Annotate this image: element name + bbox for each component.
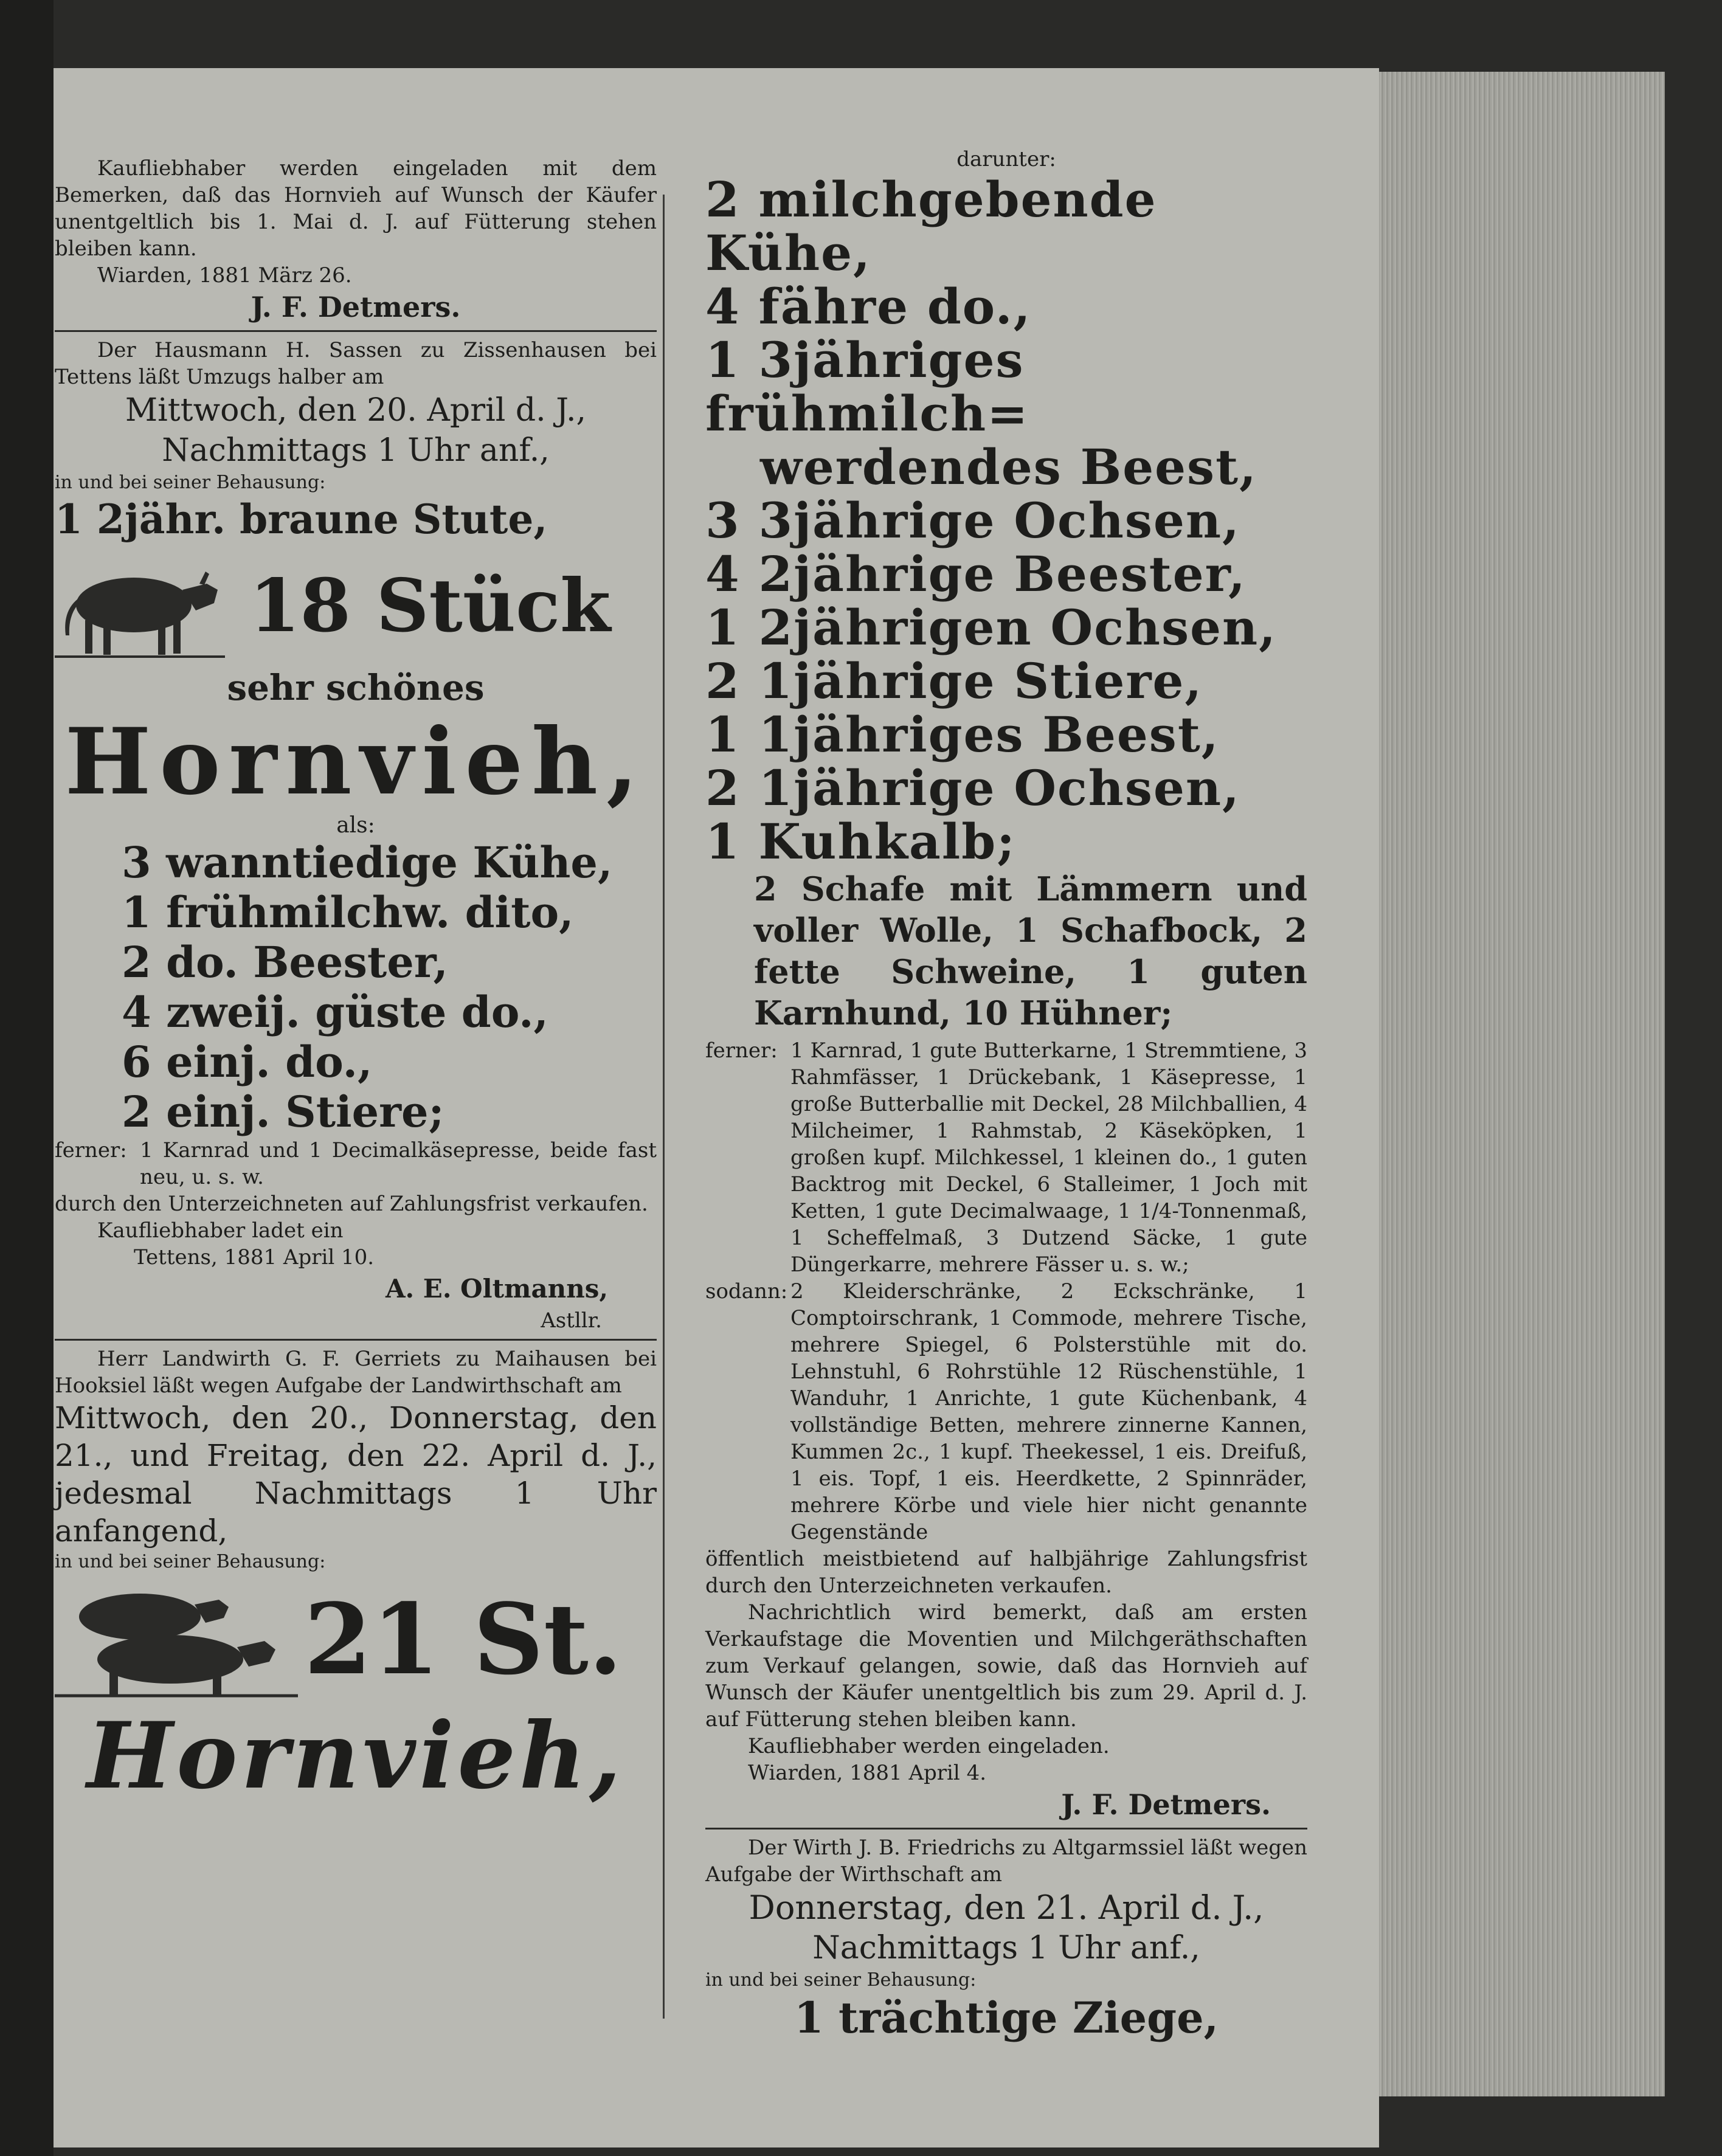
list-item: 1 frühmilchw. dito,: [122, 887, 574, 938]
notice3-count-row: [55, 1574, 657, 1704]
notice2-place: in und bei seiner Behausung:: [705, 1969, 977, 1991]
notice2-ferner: [55, 1137, 657, 1190]
list-item: 4 2jährige Beester,: [705, 545, 1247, 603]
notice2-items: [55, 838, 657, 1137]
ferner-text: 1 Karnrad, 1 gute Butterkarne, 1 Stremmtiene, 3 Rahmfässer, 1 Drückebank, 1 Käsepresse, 1 große Butterballie mit Deckel, 28 Milchballien, 4 Milcheimer, 1 Rahmstab, 2 Käseköpken, 1 großen kupf. Milchkessel, 1 kleinen do., 1 guten Backtrog mit Deckel, 6 Stalleimer, 1 Joch mit Ketten, 1 gute Decimalwaage, 1 1/4-Tonnenmaß, 1 Scheffelmaß, 3 Dutzend Säcke, 1 gute Düngerkarre, mehrere Fässer u. s. w.;: [790, 1038, 1307, 1277]
ferner-block: [705, 1037, 1307, 1278]
extra-livestock: 2 Schafe mit Lämmern und voller Wolle, 1 Schafbock, 2 fette Schweine, 1 guten Karnhund, 10 Hühner;: [754, 869, 1307, 1032]
notice2-als: als:: [336, 813, 375, 838]
list-item: werdendes Beest,: [760, 438, 1257, 496]
notice2-item: 1 trächtige Ziege,: [794, 1992, 1219, 2043]
notice2-signature-title: Astllr.: [541, 1308, 602, 1333]
invite-text: Kaufliebhaber werden eingeladen.: [748, 1734, 1110, 1758]
list-item: 2 milchgebende Kühe,: [705, 171, 1157, 282]
notice3-intro: Herr Landwirth G. F. Gerriets zu Maihausen bei Hooksiel läßt wegen Aufgabe der Landwirthschaft am: [55, 1347, 657, 1398]
column-divider: [663, 195, 665, 2019]
notice2-count-row: [55, 547, 657, 665]
page-edges: [1379, 72, 1665, 2096]
list-item: 1 2jährigen Ochsen,: [705, 599, 1278, 656]
ferner-label: ferner:: [705, 1038, 778, 1063]
ferner-label: ferner:: [55, 1138, 127, 1163]
list-item: 1 Kuhkalb;: [705, 813, 1016, 870]
notice2-place: in und bei seiner Behausung:: [55, 472, 326, 493]
place-date: Wiarden, 1881 April 4.: [748, 1761, 987, 1785]
notice2-headline: Hornvieh,: [64, 708, 647, 815]
note-text: Nachrichtlich wird bemerkt, daß am ersten Verkaufstage die Moventien und Milchgeräthschaften zum Verkauf gelangen, sowie, daß das Hornvieh auf Wunsch der Käufer unentgeltlich bis zum 29. April d. J. auf Fütterung stehen bleiben kann.: [705, 1600, 1307, 1732]
sodann-text: 2 Kleiderschränke, 2 Eckschränke, 1 Comptoirschrank, 1 Commode, mehrere Tische, mehrere Spiegel, 6 Polsterstühle mit do. Lehnstuhl, 6 Rohrstühle 12 Rüschenstühle, 1 Wanduhr, 1 Anrichte, 1 gute Küchenbank, 4 vollständige Betten, mehrere zinnerne Kannen, Kummen 2c., 1 kupf. Theekessel, 1 eis. Dreifuß, 1 eis. Topf, 1 eis. Heerdkette, 2 Spinnräder, mehrere Körbe und viele hier nicht genannte Gegenstände: [790, 1279, 1307, 1544]
separator: [55, 330, 657, 332]
notice2-signature: A. E. Oltmanns,: [385, 1274, 608, 1304]
list-item: 2 1jährige Stiere,: [705, 652, 1203, 710]
notice2-date: Donnerstag, den 21. April d. J.,: [749, 1888, 1264, 1927]
right-column: [705, 146, 1307, 2044]
notice2-item-mare: 1 2jähr. braune Stute,: [55, 496, 548, 543]
sodann-block: [705, 1278, 1307, 1546]
notice2-intro: Der Wirth J. B. Friedrichs zu Altgarmssiel läßt wegen Aufgabe der Wirthschaft am: [705, 1836, 1307, 1887]
closing-text: öffentlich meistbietend auf halbjährige Zahlungsfrist durch den Unterzeichneten verkaufen.: [705, 1547, 1307, 1598]
notice3-dates: Mittwoch, den 20., Donnerstag, den 21., und Freitag, den 22. April d. J., jedesmal Nachmittags 1 Uhr anfangend,: [55, 1400, 657, 1549]
notice2-closing: durch den Unterzeichneten auf Zahlungsfrist verkaufen.: [55, 1192, 648, 1216]
list-item: 1 1jähriges Beest,: [705, 706, 1220, 763]
list-item: 6 einj. do.,: [122, 1037, 373, 1087]
notice2-place-date: Tettens, 1881 April 10.: [134, 1245, 375, 1270]
notice2-count: 18 Stück: [249, 563, 611, 649]
list-item: 4 fähre do.,: [705, 278, 1032, 335]
notice2-intro: Der Hausmann H. Sassen zu Zissenhausen bei Tettens läßt Umzugs halber am: [55, 338, 657, 389]
notice1-place-date: Wiarden, 1881 März 26.: [97, 263, 352, 288]
list-item: 2 einj. Stiere;: [122, 1087, 444, 1137]
notice2-invite: Kaufliebhaber ladet ein: [97, 1218, 344, 1243]
darunter-label: darunter:: [956, 147, 1056, 171]
cattle-icon: [55, 1574, 298, 1704]
list-item: 2 1jährige Ochsen,: [705, 759, 1240, 817]
list-item: 2 do. Beester,: [122, 937, 448, 987]
list-item: 3 3jährige Ochsen,: [705, 492, 1240, 549]
signature: J. F. Detmers.: [1061, 1788, 1271, 1821]
sodann-label: sodann:: [705, 1279, 788, 1304]
cattle-items: [705, 173, 1307, 868]
notice1-text: Kaufliebhaber werden eingeladen mit dem Bemerken, daß das Hornvieh auf Wunsch der Käufer unentgeltlich bis 1. Mai d. J. auf Fütterung stehen bleiben kann.: [55, 156, 657, 261]
notice2-time: Nachmittags 1 Uhr anf.,: [162, 432, 550, 469]
left-column: [55, 155, 657, 1808]
notice3-place: in und bei seiner Behausung:: [55, 1551, 326, 1572]
list-item: 4 zweij. güste do.,: [122, 987, 548, 1037]
notice2-date: Mittwoch, den 20. April d. J.,: [125, 392, 587, 429]
notice3-headline: Hornvieh,: [86, 1702, 625, 1809]
separator: [705, 1828, 1307, 1829]
notice1-signature: J. F. Detmers.: [251, 291, 461, 323]
book-binding: [0, 0, 54, 2156]
ferner-text: 1 Karnrad und 1 Decimalkäsepresse, beide fast neu, u. s. w.: [140, 1138, 657, 1189]
list-item: 3 wanntiedige Kühe,: [122, 837, 613, 888]
notice3-count: 21 St.: [304, 1582, 623, 1696]
notice2-quality: sehr schönes: [227, 667, 485, 708]
cow-icon: [55, 547, 225, 665]
notice2-time: Nachmittags 1 Uhr anf.,: [812, 1930, 1200, 1966]
list-item: 1 3jähriges frühmilch=: [705, 331, 1029, 442]
separator: [55, 1339, 657, 1341]
